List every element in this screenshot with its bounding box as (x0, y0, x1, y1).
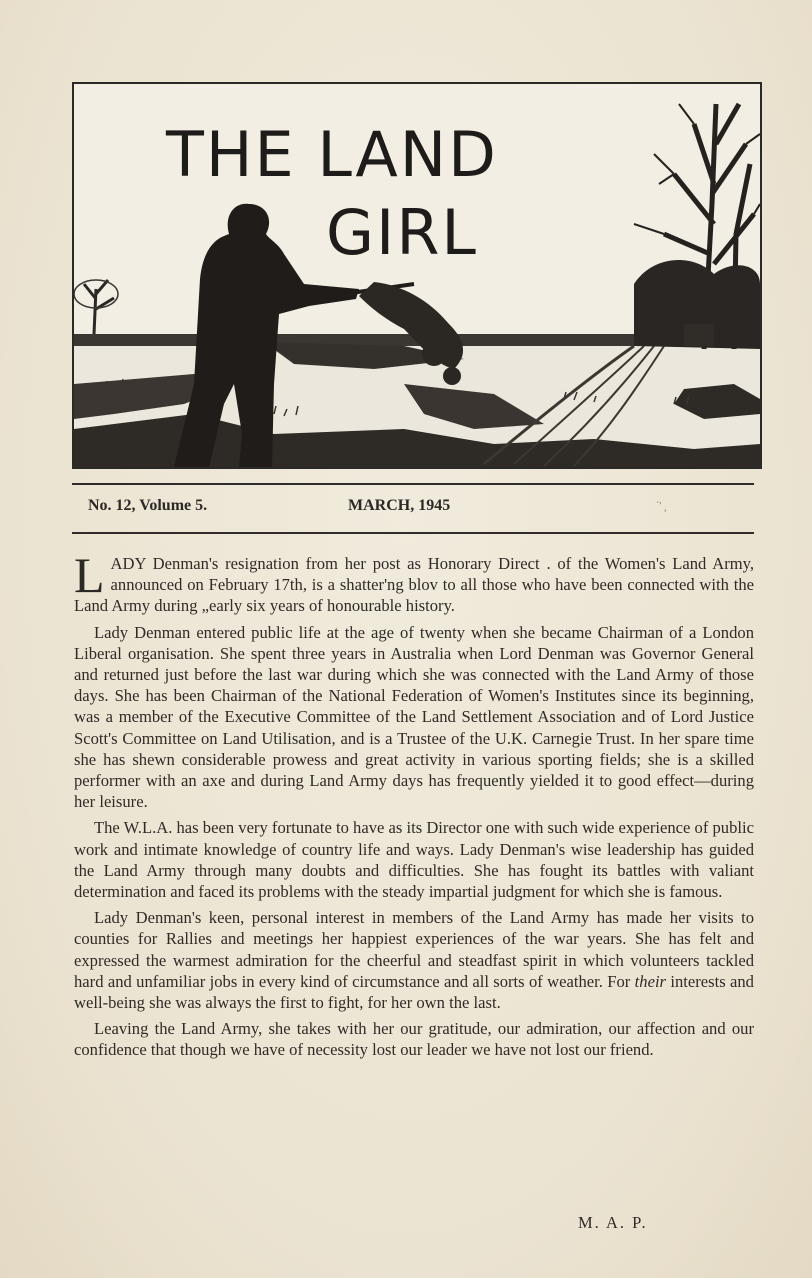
article-paragraph-3: The W.L.A. has been very fortunate to have as its Director one with such wide experience of public work and intimate knowledge of country life and ways. Lady Denman's wise leadership has guided the Land Army through many doubts and difficulties. She has fought its battles with valiant determination and faced its problems with the steady impartial judgment for which she is famous. (74, 818, 754, 902)
article-body (74, 547, 754, 1066)
author-signature: M. A. P. (578, 1213, 648, 1232)
issue-rule-bottom (72, 532, 754, 534)
paragraph-4-text-end: interests and well-being she was always the first to fight, for her own the last. (74, 971, 754, 1013)
article-paragraph-2: Lady Denman entered public life at the age of twenty when she became Chairman of a London Liberal organisation. She spent three years in Australia when Lord Denman was Governor General and returned just before the last war during which she was connected with the Land Army of those days. She has been Chairman of the National Federation of Women's Institutes since its beginning, was a member of the Executive Committee of the Land Settlement Association and of Lord Justice Scott's Committee on Land Utilisation, and is a Trustee of the U.K. Carnegie Trust. In her spare time she has shewn considerable prowess and great activity in various sporting fields; she is a skilled performer with an axe and during Land Army days has frequently yielded it to good effect—during her leisure. (74, 622, 754, 812)
paragraph-1-text: ADY Denman's resignation from her post as Honorary Direct . of the Women's Land Army, announced on February 17th, is a shatter'ng blov to all those who have been connected with the Land Army during „early six years of honourable history. (74, 554, 754, 616)
issue-stray-mark: ´' ¸ (656, 501, 667, 512)
issue-rule-top (72, 483, 754, 485)
article-paragraph-5: Leaving the Land Army, she takes with her our gratitude, our admiration, our affection and our confidence that though we have of necessity lost our leader we have not lost our friend. (74, 1019, 754, 1060)
article-paragraph-1 (74, 547, 754, 617)
paragraph-4-text-start: Lady Denman's keen, personal interest in members of the Land Army has made her visits to counties for Rallies and meetings her happiest experiences of the war years. She has felt and expressed the warmest admiration for the cheerful and steadfast spirit in which volunteers tackled hard and unfamiliar jobs in every kind of circumstance and all sorts of weather. For (74, 908, 754, 991)
article-paragraph-4 (74, 907, 754, 1013)
masthead-title-line1: THE LAND (166, 118, 498, 191)
issue-info-row (88, 497, 748, 523)
masthead-title-line2: GIRL (326, 196, 478, 269)
drop-cap: L (74, 547, 105, 603)
masthead-illustration (72, 82, 762, 469)
issue-number: No. 12, Volume 5. (88, 497, 208, 514)
issue-date: MARCH, 1945 (348, 497, 451, 514)
paragraph-4-emphasis: their (634, 971, 667, 991)
